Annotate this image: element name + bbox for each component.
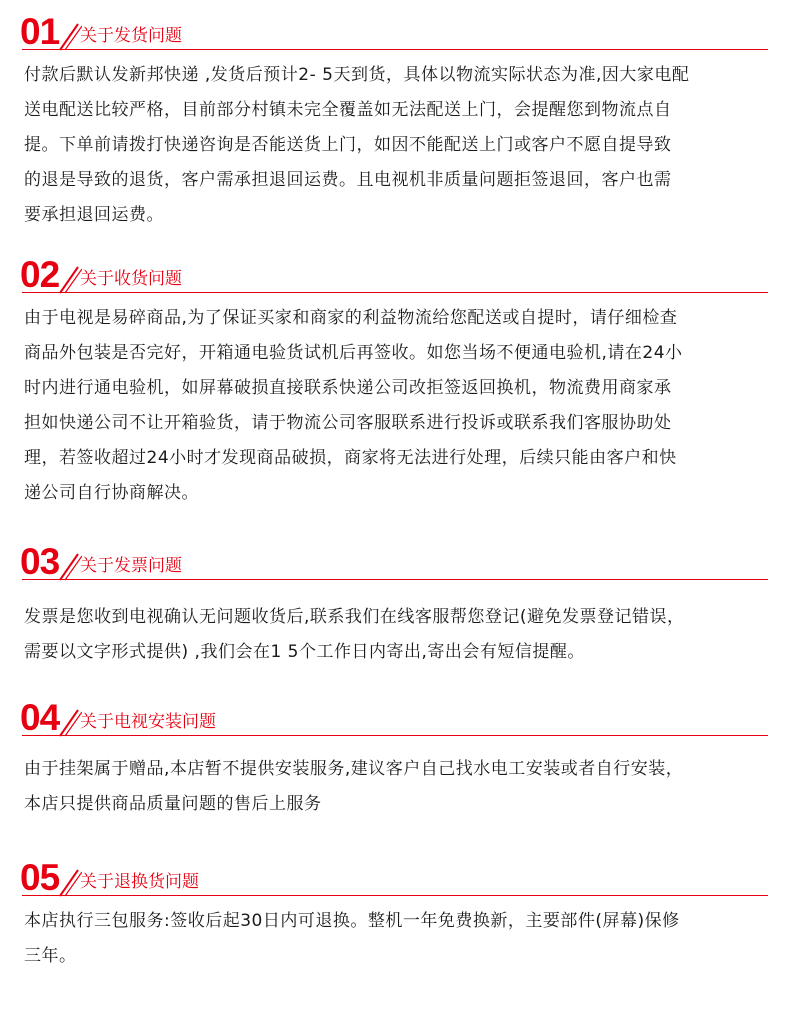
slash-decoration-icon <box>56 708 82 738</box>
section-body <box>24 752 766 822</box>
section-title: 关于发票问题 <box>80 556 182 576</box>
body-line: 付款后默认发新邦快递 ,发货后预计2- 5天到货，具体以物流实际状态为准,因大家电配 <box>24 65 690 85</box>
slash-decoration-icon <box>56 265 82 295</box>
section-installation <box>0 697 790 822</box>
section-title: 关于电视安装问题 <box>80 712 216 732</box>
body-line: 递公司自行协商解决。 <box>24 483 199 503</box>
section-number: 03 <box>20 541 60 582</box>
body-line: 商品外包装是否完好，开箱通电验货试机后再签收。如您当场不便通电验机,请在24小 <box>24 343 683 363</box>
body-line: 理，若签收超过24小时才发现商品破损，商家将无法进行处理，后续只能由客户和快 <box>24 448 677 468</box>
section-divider <box>22 49 768 50</box>
section-header <box>0 11 790 52</box>
body-line: 发票是您收到电视确认无问题收货后,联系我们在线客服帮您登记(避免发票登记错误， <box>24 607 685 627</box>
section-number: 04 <box>20 697 60 738</box>
body-line: 送电配送比较严格，目前部分村镇未完全覆盖如无法配送上门，会提醒您到物流点自 <box>24 100 672 120</box>
body-line: 提。下单前请拨打快递咨询是否能送货上门，如因不能配送上门或客户不愿自提导致 <box>24 135 672 155</box>
section-divider <box>22 735 768 736</box>
section-title: 关于退换货问题 <box>80 872 199 892</box>
section-invoice <box>0 541 790 670</box>
body-line: 要承担退回运费。 <box>24 205 164 225</box>
body-line: 本店只提供商品质量问题的售后上服务 <box>24 794 322 814</box>
section-title: 关于发货问题 <box>80 26 182 46</box>
body-line: 由于电视是易碎商品,为了保证买家和商家的利益物流给您配送或自提时，请仔细检查 <box>24 308 678 328</box>
section-returns <box>0 857 790 974</box>
section-body <box>24 904 766 974</box>
slash-decoration-icon <box>56 552 82 582</box>
section-number: 05 <box>20 857 60 898</box>
section-number: 01 <box>20 11 60 52</box>
section-shipping <box>0 11 790 233</box>
section-title: 关于收货问题 <box>80 269 182 289</box>
section-body <box>24 600 766 670</box>
section-body <box>24 58 766 233</box>
section-body <box>24 301 766 511</box>
section-divider <box>22 895 768 896</box>
slash-decoration-icon <box>56 868 82 898</box>
body-line: 本店执行三包服务:签收后起30日内可退换。整机一年免费换新，主要部件(屏幕)保修 <box>24 911 680 931</box>
section-divider <box>22 579 768 580</box>
body-line: 担如快递公司不让开箱验货，请于物流公司客服联系进行投诉或联系我们客服协助处 <box>24 413 672 433</box>
body-line: 的退是导致的退货，客户需承担退回运费。且电视机非质量问题拒签退回，客户也需 <box>24 170 672 190</box>
section-divider <box>22 292 768 293</box>
body-line: 三年。 <box>24 946 77 966</box>
body-line: 时内进行通电验机，如屏幕破损直接联系快递公司改拒签返回换机，物流费用商家承 <box>24 378 672 398</box>
section-header <box>0 541 790 582</box>
section-header <box>0 697 790 738</box>
section-header <box>0 857 790 898</box>
body-line: 需要以文字形式提供) ,我们会在1 5个工作日内寄出,寄出会有短信提醒。 <box>24 642 585 662</box>
section-number: 02 <box>20 254 60 295</box>
section-header <box>0 254 790 295</box>
body-line: 由于挂架属于赠品,本店暂不提供安装服务,建议客户自己找水电工安装或者自行安装， <box>24 759 684 779</box>
slash-decoration-icon <box>56 22 82 52</box>
section-receiving <box>0 254 790 511</box>
